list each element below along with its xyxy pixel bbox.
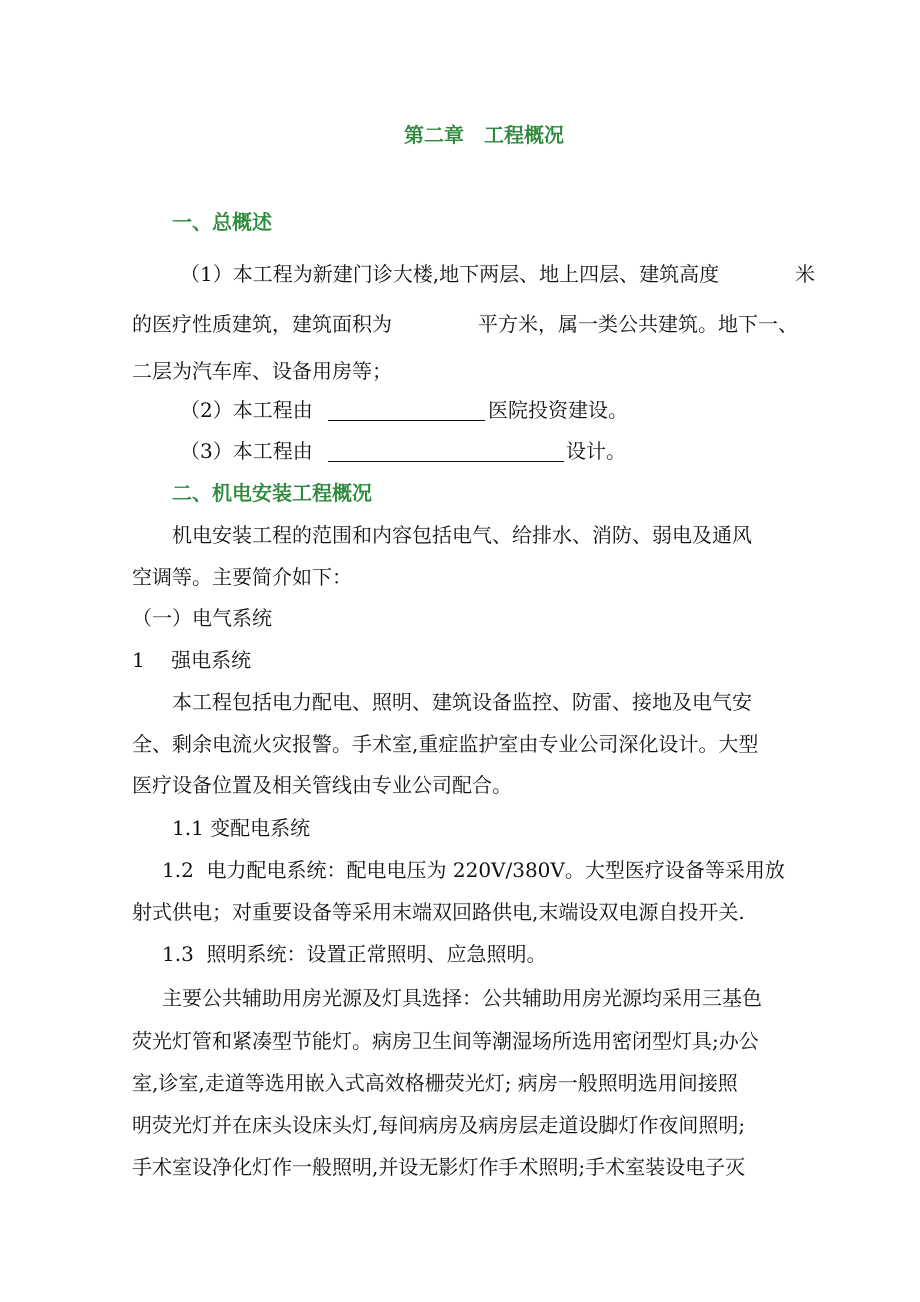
paragraph-line: 机电安装工程的范围和内容包括电气、给排水、消防、弱电及通风 (172, 523, 752, 547)
chapter-title: 第二章 工程概况 (404, 123, 564, 147)
paragraph-line: 设计。 (566, 439, 626, 463)
paragraph-line: 全、剩余电流火灾报警。手术室,重症监护室由专业公司深化设计。大型 (132, 732, 759, 756)
paragraph-line: 荧光灯管和紧凑型节能灯。病房卫生间等潮湿场所选用密闭型灯具;办公 (132, 1029, 759, 1053)
paragraph-line: 1.3 照明系统：设置正常照明、应急照明。 (162, 942, 547, 966)
paragraph-line: （2）本工程由 (180, 398, 313, 422)
subitem-heading: 1.1 变配电系统 (172, 816, 311, 840)
paragraph-line: （1）本工程为新建门诊大楼,地下两层、地上四层、建筑高度 (180, 262, 720, 286)
paragraph-line: 明荧光灯并在床头设床头灯,每间病房及病房层走道设脚灯作夜间照明; (132, 1113, 746, 1137)
blank-underline-investor (328, 398, 485, 421)
blank-underline-designer (328, 439, 564, 462)
paragraph-line: 医疗设备位置及相关管线由专业公司配合。 (132, 773, 512, 797)
paragraph-line: 室,诊室,走道等选用嵌入式高效格栅荧光灯; 病房一般照明选用间接照 (132, 1071, 738, 1095)
paragraph-line: 手术室设净化灯作一般照明,并设无影灯作手术照明;手术室装设电子灭 (132, 1155, 746, 1179)
paragraph-line: 米 (795, 262, 815, 286)
paragraph-line: 主要公共辅助用房光源及灯具选择：公共辅助用房光源均采用三基色 (162, 986, 762, 1010)
paragraph-line: 的医疗性质建筑，建筑面积为 (132, 312, 392, 336)
paragraph-line: 空调等。主要简介如下： (132, 565, 352, 589)
paragraph-line: 本工程包括电力配电、照明、建筑设备监控、防雷、接地及电气安 (172, 690, 752, 714)
paragraph-line: 二层为汽车库、设备用房等； (132, 359, 392, 383)
subsection-heading: （一）电气系统 (132, 606, 272, 630)
section-heading-overview: 一、总概述 (172, 210, 272, 234)
paragraph-line: 射式供电；对重要设备等采用末端双回路供电,末端设双电源自投开关. (132, 900, 745, 924)
item-heading: 1 强电系统 (132, 648, 252, 672)
paragraph-line: （3）本工程由 (180, 439, 313, 463)
paragraph-line: 医院投资建设。 (488, 398, 628, 422)
paragraph-line: 平方米，属一类公共建筑。地下一、 (478, 312, 798, 336)
paragraph-line: 1.2 电力配电系统：配电电压为 220V/380V。大型医疗设备等采用放 (162, 858, 785, 882)
section-heading-mep: 二、机电安装工程概况 (172, 481, 372, 505)
